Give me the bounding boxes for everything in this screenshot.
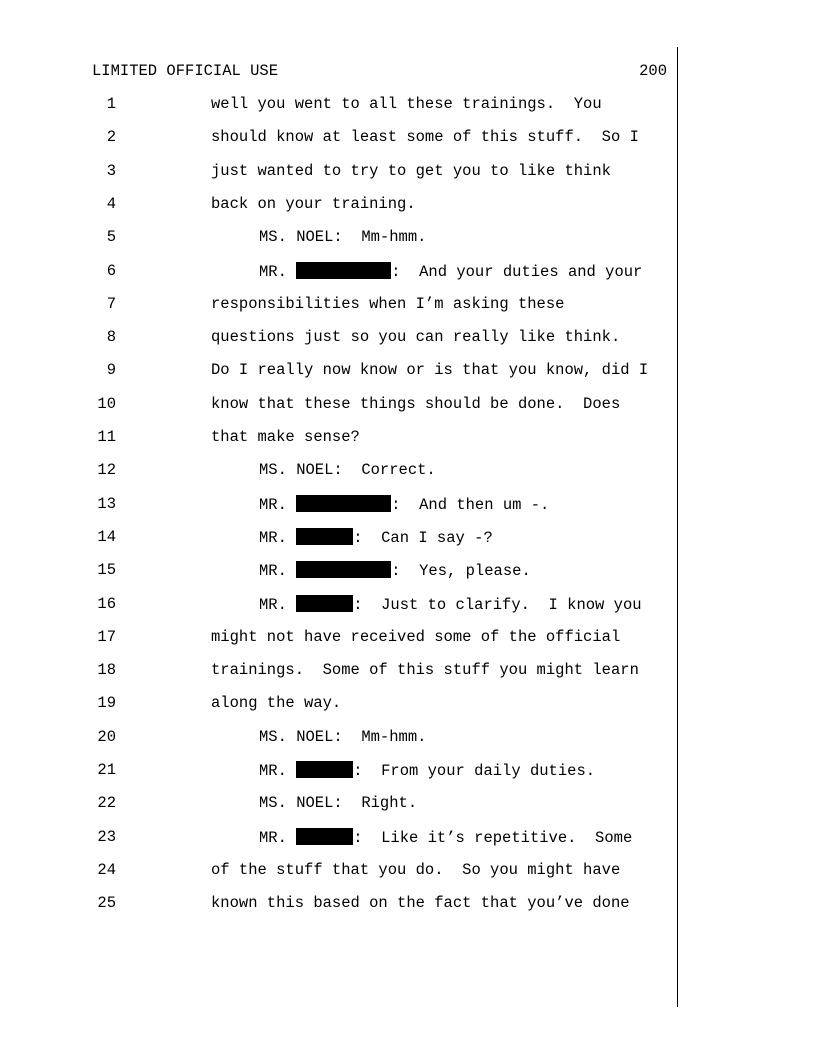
line-text: [259, 228, 426, 246]
transcript-line: [0, 694, 677, 714]
line-text: [211, 361, 648, 379]
line-text-start: MR.: [259, 562, 297, 581]
line-text: [211, 195, 416, 213]
line-number: 24: [97, 860, 116, 879]
line-text: [211, 628, 620, 646]
line-text-start: responsibilities when I’m asking these: [211, 294, 565, 313]
line-number: 19: [97, 694, 116, 713]
line-number: 20: [97, 727, 116, 746]
transcript-line: [0, 495, 677, 515]
line-number: 1: [106, 95, 116, 113]
line-text-start: might not have received some of the official: [211, 627, 621, 646]
line-number: 12: [97, 461, 116, 480]
line-text-start: MR.: [259, 595, 297, 614]
transcript-line: [0, 428, 677, 448]
redaction-box: [296, 828, 353, 845]
transcript-line: [0, 295, 677, 315]
line-text: [259, 728, 426, 746]
transcript-line: [0, 828, 677, 848]
line-text: [211, 661, 639, 679]
line-text: [211, 162, 611, 180]
line-number: 15: [97, 561, 116, 580]
line-number: 10: [97, 394, 116, 413]
line-text: [211, 95, 602, 113]
line-number: 6: [106, 261, 116, 280]
transcript-line: [0, 628, 677, 648]
line-text-start: questions just so you can really like think.: [211, 328, 621, 347]
line-text: [259, 262, 642, 281]
page-number: 200: [639, 62, 667, 80]
line-text-start: MR.: [259, 762, 297, 780]
line-text-end: : From your daily duties.: [353, 762, 596, 780]
line-text-start: that make sense?: [211, 428, 360, 446]
line-text: [259, 828, 632, 847]
line-text-start: know that these things should be done. Does: [211, 394, 621, 413]
transcript-line: [0, 128, 677, 148]
classification-label: LIMITED OFFICIAL USE: [92, 62, 279, 80]
redaction-box: [296, 495, 391, 512]
transcript-line: [0, 561, 677, 581]
line-text: [211, 128, 639, 146]
transcript-line: [0, 162, 677, 182]
line-text-start: MR.: [259, 495, 297, 514]
line-text-start: should know at least some of this stuff. So I: [211, 128, 639, 147]
line-text: [259, 528, 493, 547]
line-number: 3: [106, 161, 116, 180]
line-text: [211, 295, 564, 313]
transcript-line: [0, 228, 677, 248]
redaction-box: [296, 595, 353, 612]
line-text-start: MS. NOEL: Right.: [259, 794, 418, 813]
line-text-start: MR.: [259, 262, 297, 281]
line-number: 14: [97, 527, 116, 546]
line-text-end: : Can I say -?: [353, 528, 493, 547]
line-text: [259, 761, 595, 780]
transcript-line: [0, 395, 677, 415]
line-number: 8: [106, 328, 116, 347]
transcript-line: [0, 894, 677, 914]
line-text-end: : And your duties and your: [391, 262, 643, 281]
transcript-line: [0, 195, 677, 215]
line-number: 21: [97, 761, 116, 779]
line-number: 13: [97, 494, 116, 513]
line-text: [211, 328, 620, 346]
redaction-box: [296, 262, 391, 279]
line-number: 9: [106, 361, 116, 380]
line-text-start: MS. NOEL: Mm-hmm.: [259, 727, 427, 746]
line-text: [259, 561, 531, 580]
line-number: 18: [97, 661, 116, 680]
line-text-start: MS. NOEL: Mm-hmm.: [259, 228, 427, 247]
line-text-start: of the stuff that you do. So you might have: [211, 860, 621, 879]
line-text-start: known this based on the fact that you’ve done: [211, 894, 630, 913]
line-text-end: : Just to clarify. I know you: [353, 595, 642, 614]
line-text: [211, 395, 620, 413]
line-text-start: well you went to all these trainings. You: [211, 95, 602, 113]
line-text: [259, 461, 436, 479]
line-number: 22: [97, 794, 116, 813]
line-text-start: MR.: [259, 528, 297, 547]
transcript-line: [0, 262, 677, 282]
line-text: [211, 894, 630, 912]
line-text: [259, 595, 642, 614]
line-text-end: : And then um -.: [391, 495, 550, 514]
line-number: 11: [97, 428, 116, 446]
transcript-line: [0, 728, 677, 748]
line-number: 25: [97, 894, 116, 913]
transcript-line: [0, 794, 677, 814]
line-text-end: : Like it’s repetitive. Some: [353, 828, 633, 847]
line-text-start: MS. NOEL: Correct.: [259, 461, 436, 480]
line-text: [211, 694, 341, 712]
line-text-start: trainings. Some of this stuff you might learn: [211, 661, 639, 680]
line-number: 17: [97, 627, 116, 646]
line-number: 7: [106, 294, 116, 313]
line-text-start: just wanted to try to get you to like think: [211, 161, 611, 180]
transcript-line: [0, 661, 677, 681]
transcript-line: [0, 861, 677, 881]
line-text: [259, 495, 549, 514]
line-number: 23: [97, 827, 116, 846]
line-text-start: Do I really now know or is that you know, did I: [211, 361, 649, 380]
line-text-start: along the way.: [211, 694, 342, 713]
transcript-line: [0, 361, 677, 381]
line-text-start: MR.: [259, 828, 297, 847]
line-number: 4: [106, 194, 116, 213]
line-text: [259, 794, 417, 812]
redaction-box: [296, 561, 391, 578]
transcript-line: [0, 528, 677, 548]
page-header: [92, 62, 667, 82]
redaction-box: [296, 528, 353, 545]
line-text: [211, 428, 360, 446]
transcript-line: [0, 328, 677, 348]
line-text-start: back on your training.: [211, 194, 416, 213]
margin-rule: [677, 47, 678, 1007]
transcript-line: [0, 761, 677, 781]
line-text: [211, 861, 620, 879]
redaction-box: [296, 761, 353, 778]
line-number: 16: [97, 594, 116, 613]
line-text-end: : Yes, please.: [391, 562, 531, 581]
line-number: 5: [106, 228, 116, 247]
transcript-line: [0, 95, 677, 115]
transcript-line: [0, 595, 677, 615]
transcript-line: [0, 461, 677, 481]
line-number: 2: [106, 128, 116, 147]
